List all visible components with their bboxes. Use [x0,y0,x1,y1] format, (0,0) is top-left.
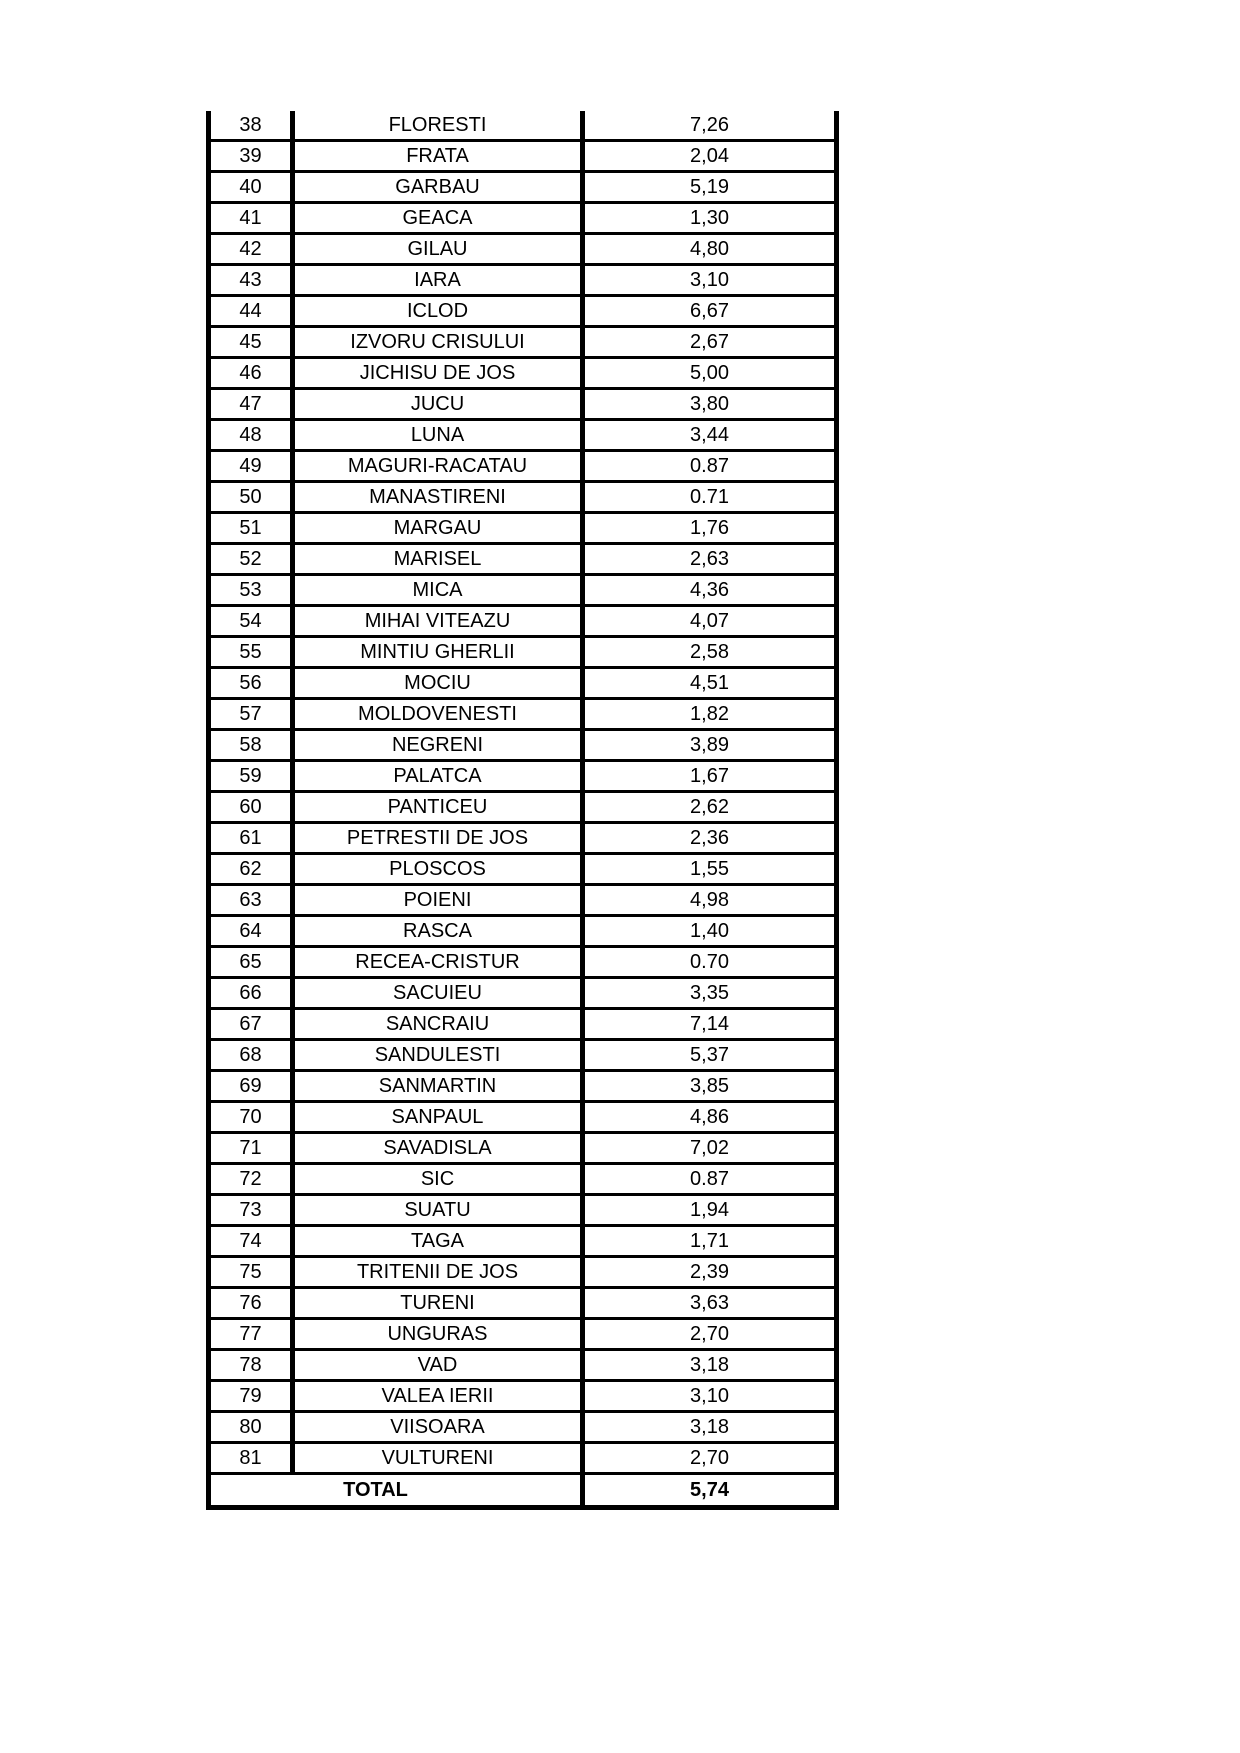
table-row [209,1412,837,1443]
locality-value: 2,04 [583,141,837,172]
row-number: 69 [209,1071,293,1102]
table-row [209,978,837,1009]
locality-value: 5,00 [583,358,837,389]
row-number: 73 [209,1195,293,1226]
locality-value: 1,76 [583,513,837,544]
table-row [209,1102,837,1133]
row-number: 42 [209,234,293,265]
locality-name: MINTIU GHERLII [293,637,583,668]
row-number: 80 [209,1412,293,1443]
locality-name: MAGURI-RACATAU [293,451,583,482]
locality-value: 4,51 [583,668,837,699]
table-row [209,575,837,606]
row-number: 39 [209,141,293,172]
locality-value: 2,63 [583,544,837,575]
locality-value: 3,18 [583,1350,837,1381]
row-number: 41 [209,203,293,234]
locality-value: 5,19 [583,172,837,203]
total-row [209,1474,837,1508]
locality-value: 3,35 [583,978,837,1009]
row-number: 66 [209,978,293,1009]
locality-value: 1,82 [583,699,837,730]
locality-value: 0.87 [583,1164,837,1195]
locality-name: MARISEL [293,544,583,575]
row-number: 53 [209,575,293,606]
locality-value: 5,37 [583,1040,837,1071]
row-number: 62 [209,854,293,885]
row-number: 74 [209,1226,293,1257]
locality-name: MIHAI VITEAZU [293,606,583,637]
table-row [209,482,837,513]
locality-value: 4,80 [583,234,837,265]
table-row [209,1319,837,1350]
row-number: 56 [209,668,293,699]
locality-name: FLORESTI [293,111,583,141]
locality-name: RECEA-CRISTUR [293,947,583,978]
locality-value: 3,85 [583,1071,837,1102]
table-row [209,234,837,265]
locality-name: VAD [293,1350,583,1381]
table-row [209,823,837,854]
locality-value: 4,07 [583,606,837,637]
table-row [209,141,837,172]
locality-name: VIISOARA [293,1412,583,1443]
locality-name: FRATA [293,141,583,172]
locality-name: MOLDOVENESTI [293,699,583,730]
locality-value: 1,30 [583,203,837,234]
table-row [209,358,837,389]
row-number: 48 [209,420,293,451]
locality-name: PALATCA [293,761,583,792]
table-row [209,854,837,885]
locality-name: PANTICEU [293,792,583,823]
table-row [209,637,837,668]
table-row [209,420,837,451]
locality-name: LUNA [293,420,583,451]
row-number: 64 [209,916,293,947]
table-row [209,451,837,482]
table-row [209,761,837,792]
row-number: 51 [209,513,293,544]
locality-value: 0.70 [583,947,837,978]
row-number: 59 [209,761,293,792]
row-number: 77 [209,1319,293,1350]
table-row [209,1257,837,1288]
row-number: 49 [209,451,293,482]
data-table-container [206,111,834,1510]
table-row [209,1350,837,1381]
row-number: 61 [209,823,293,854]
locality-name: VULTURENI [293,1443,583,1474]
locality-value: 4,36 [583,575,837,606]
table-row [209,1164,837,1195]
table-row [209,1040,837,1071]
table-row [209,730,837,761]
row-number: 79 [209,1381,293,1412]
locality-name: RASCA [293,916,583,947]
data-table [206,111,839,1510]
locality-name: GARBAU [293,172,583,203]
table-row [209,1226,837,1257]
locality-value: 4,98 [583,885,837,916]
row-number: 38 [209,111,293,141]
table-row [209,203,837,234]
locality-value: 2,62 [583,792,837,823]
locality-name: GILAU [293,234,583,265]
locality-value: 1,71 [583,1226,837,1257]
table-row [209,606,837,637]
locality-value: 3,10 [583,1381,837,1412]
locality-name: IARA [293,265,583,296]
locality-value: 7,26 [583,111,837,141]
row-number: 55 [209,637,293,668]
locality-name: MOCIU [293,668,583,699]
table-row [209,1288,837,1319]
row-number: 78 [209,1350,293,1381]
locality-name: MANASTIRENI [293,482,583,513]
table-row [209,111,837,141]
locality-name: SACUIEU [293,978,583,1009]
row-number: 75 [209,1257,293,1288]
table-row [209,513,837,544]
locality-name: MICA [293,575,583,606]
locality-name: UNGURAS [293,1319,583,1350]
table-row [209,296,837,327]
row-number: 50 [209,482,293,513]
row-number: 70 [209,1102,293,1133]
locality-name: SIC [293,1164,583,1195]
locality-value: 3,10 [583,265,837,296]
locality-value: 1,94 [583,1195,837,1226]
row-number: 52 [209,544,293,575]
table-row [209,1009,837,1040]
row-number: 54 [209,606,293,637]
locality-name: SUATU [293,1195,583,1226]
locality-value: 3,89 [583,730,837,761]
table-row [209,265,837,296]
total-label: TOTAL [209,1474,583,1508]
locality-name: TAGA [293,1226,583,1257]
locality-value: 4,86 [583,1102,837,1133]
row-number: 47 [209,389,293,420]
locality-name: SANPAUL [293,1102,583,1133]
locality-name: JUCU [293,389,583,420]
locality-value: 2,39 [583,1257,837,1288]
table-body [209,111,837,1474]
locality-name: PETRESTII DE JOS [293,823,583,854]
locality-value: 1,55 [583,854,837,885]
row-number: 68 [209,1040,293,1071]
locality-name: VALEA IERII [293,1381,583,1412]
locality-value: 2,70 [583,1319,837,1350]
locality-value: 3,63 [583,1288,837,1319]
locality-name: JICHISU DE JOS [293,358,583,389]
row-number: 67 [209,1009,293,1040]
table-row [209,792,837,823]
table-row [209,699,837,730]
locality-name: GEACA [293,203,583,234]
row-number: 43 [209,265,293,296]
row-number: 63 [209,885,293,916]
locality-value: 2,67 [583,327,837,358]
locality-value: 3,18 [583,1412,837,1443]
row-number: 72 [209,1164,293,1195]
row-number: 65 [209,947,293,978]
locality-value: 6,67 [583,296,837,327]
locality-value: 1,40 [583,916,837,947]
locality-value: 2,58 [583,637,837,668]
locality-name: TRITENII DE JOS [293,1257,583,1288]
locality-value: 0.87 [583,451,837,482]
total-value: 5,74 [583,1474,837,1508]
locality-value: 7,14 [583,1009,837,1040]
table-row [209,1195,837,1226]
row-number: 40 [209,172,293,203]
row-number: 57 [209,699,293,730]
row-number: 81 [209,1443,293,1474]
locality-name: NEGRENI [293,730,583,761]
locality-name: MARGAU [293,513,583,544]
locality-value: 2,36 [583,823,837,854]
row-number: 44 [209,296,293,327]
locality-value: 3,44 [583,420,837,451]
row-number: 76 [209,1288,293,1319]
locality-name: PLOSCOS [293,854,583,885]
locality-value: 7,02 [583,1133,837,1164]
locality-name: ICLOD [293,296,583,327]
table-row [209,947,837,978]
row-number: 46 [209,358,293,389]
row-number: 45 [209,327,293,358]
table-row [209,916,837,947]
table-row [209,389,837,420]
table-row [209,1133,837,1164]
locality-name: SANDULESTI [293,1040,583,1071]
locality-name: SANMARTIN [293,1071,583,1102]
row-number: 58 [209,730,293,761]
table-row [209,544,837,575]
locality-name: SANCRAIU [293,1009,583,1040]
locality-name: SAVADISLA [293,1133,583,1164]
table-row [209,327,837,358]
locality-value: 1,67 [583,761,837,792]
locality-value: 3,80 [583,389,837,420]
table-row [209,1071,837,1102]
table-row [209,172,837,203]
row-number: 71 [209,1133,293,1164]
table-row [209,1443,837,1474]
row-number: 60 [209,792,293,823]
locality-value: 2,70 [583,1443,837,1474]
locality-name: TURENI [293,1288,583,1319]
locality-value: 0.71 [583,482,837,513]
locality-name: POIENI [293,885,583,916]
table-row [209,885,837,916]
table-row [209,1381,837,1412]
locality-name: IZVORU CRISULUI [293,327,583,358]
table-row [209,668,837,699]
